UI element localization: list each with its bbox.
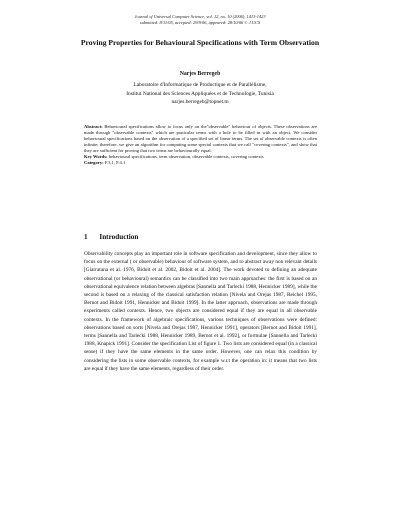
keywords-label: Key Words: [84,154,108,159]
affiliation-institute: Institut National des Sciences Appliquées et de Technologie, Tunisia [126,90,274,97]
abstract-label: Abstract: [84,124,103,129]
abstract-paragraph [84,124,317,154]
category-text: F.3.1, F.4.1 [104,160,126,165]
section-heading [84,233,317,241]
submission-dates: submitted: 8/11/05, accepted: 29/9/06, appeared: 28/10/06 © J.UCS [139,19,261,25]
paper-title: Proving Properties for Behavioural Specifications with Term Observation [80,38,320,47]
category-paragraph [84,160,317,166]
keywords-text: behavioural specifications, term observation, observable contexts, covering contexts [108,154,264,159]
category-label: Category: [84,160,104,165]
author-email: narjes.berregeb@topnet.tn [171,99,229,106]
author-name: Narjes Berregeb [179,71,221,77]
author-affiliation [0,81,400,107]
abstract-block [84,124,317,166]
introduction-paragraph: Observability concepts play an important role in software specification and development, since they allow to focus on the external ( or observable) behaviour of software system, and to abstract away non relevant details [Giarratana et al. 1976, Bidoit et al. 2002, Bidoit et al. 2004]. The work devoted to defining an adequate observational (or behavioural) semantics can be classified into two main approaches: the first is based on an observational equivalence relation between algebras [Sannella and Tarlecki 1988, Hennicker 1989], while the second is based on a relaxing of the classical satisfaction relation [Nivela and Orejas 1987, Reichel 1995, Bernot and Bidoit 1991, Hennicker and Bidoit 1999]. In the latter approach, observations are made through experiments called contexts. Hence, two objects are considered equal if they are equal in all observable contexts. In the framework of algebraic specifications, various techniques of observations were defined: observations based on sorts [Nivela and Orejas 1987, Hennicker 1991], operators [Bernot and Bidoit 1991], terms [Sannella and Tarlecki 1988, Hennicker 1989, Bernot et al. 1992], or formulae [Sannella and Tarlecki 1988, Knapick 1991]. Consider the specification List of figure 1. Two lists are considered equal (in a classical sense) if they have the same elements in the same order. However, one can relax this condition by considering the lists in some observable contexts, for example w.r.t the operation in: it means that two lists are equal if they have the same elements, regardless of their order. [84,251,317,372]
affiliation-lab: Laboratoire d'Informatique de Productique et de Parallélisme, [133,82,267,88]
introduction-body [84,250,317,373]
section-number: 1 [84,233,88,241]
journal-citation: Journal of Universal Computer Science, vol. 12, no. 10 (2006), 1413-1423 [134,14,266,19]
journal-header [0,14,400,25]
section-title: Introduction [99,233,139,241]
abstract-text: Behavioural specifications allow to focus only on the"observable" behaviour of objects. These observations are made through "observable contexts" which are particular terms with a hole to be filled in with an object. We consider behavioural specifications based on the observation of a specified set of linear terms. The set of observable contexts is often infinite; therefore, we give an algorithm for computing some special contexts that we call "covering contexts", and show that they are sufficient for proving that two terms are behaviourally equal. [84,124,317,153]
